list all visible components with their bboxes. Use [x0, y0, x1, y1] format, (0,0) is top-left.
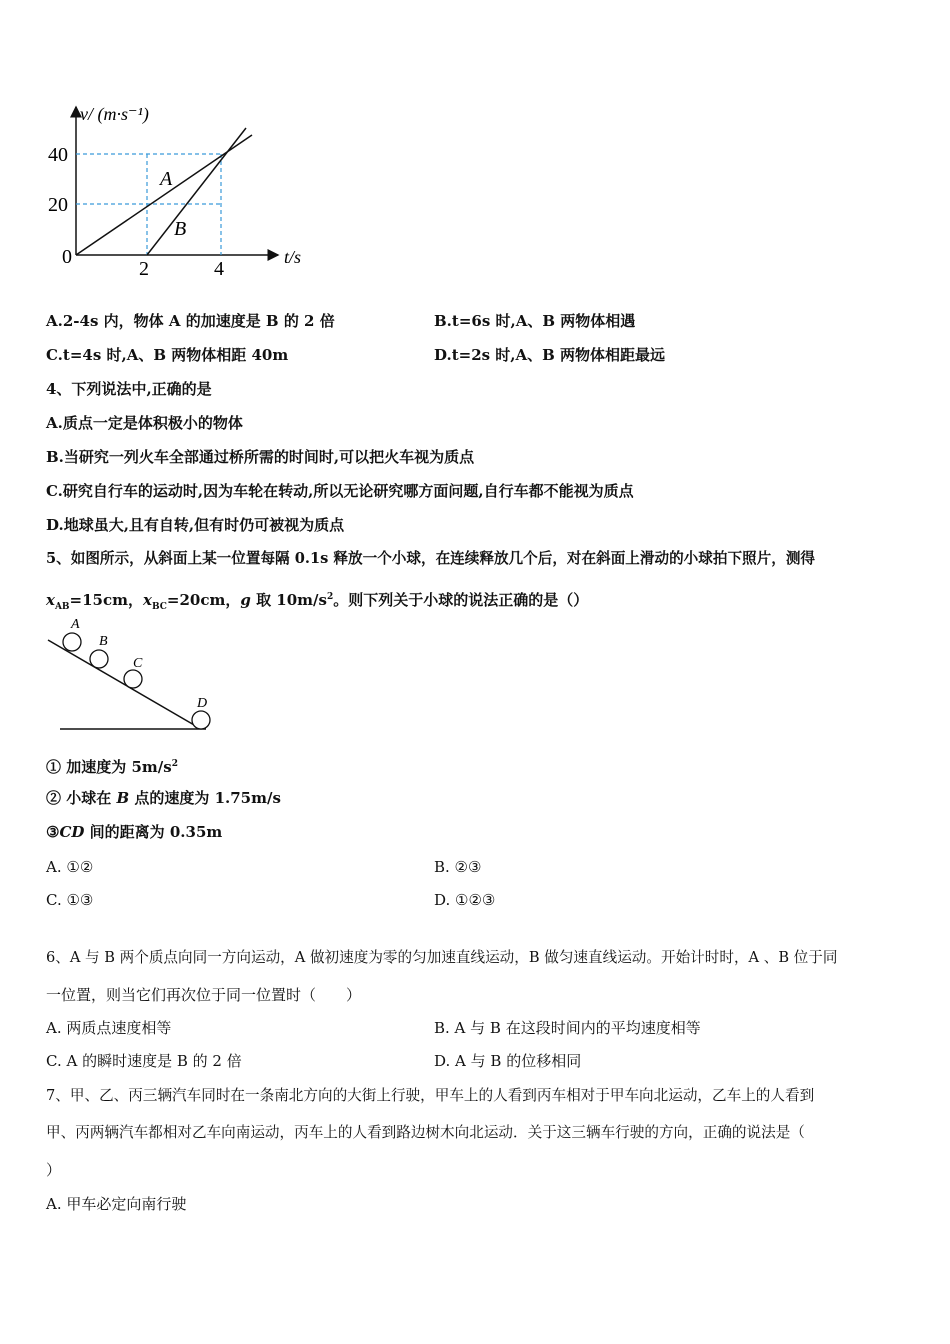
incline-surface [48, 640, 201, 729]
q5-statement-1 [46, 754, 178, 777]
q5-s2-b: B [116, 789, 130, 807]
q7-stem-line2: 甲、丙两辆汽车都相对乙车向南运动，丙车上的人看到路边树木向北运动．关于这三辆车行驶的方向，正确的说法是（ [46, 1124, 805, 1141]
x-tick-4: 4 [214, 258, 224, 280]
q4-option-d[interactable]: D.地球虽大,且有自转,但有时仍可被视为质点 [46, 516, 345, 534]
x-axis-label: t/s [284, 247, 302, 267]
q6-stem-line2: 一位置，则当它们再次位于同一位置时（ ） [46, 986, 362, 1004]
q5-option-d[interactable]: D. ①②③ [434, 891, 496, 909]
q5-eq2: =20cm， [166, 591, 241, 609]
q5-option-a[interactable]: A. ①② [46, 858, 94, 876]
q5-x-symbol: x [46, 591, 55, 609]
q3-option-a[interactable]: A.2-4s 内，物体 A 的加速度是 B 的 2 倍 [46, 312, 335, 330]
q5-sub-ab: AB [54, 602, 70, 612]
q5-x-symbol-2: x [143, 591, 152, 609]
y-tick-40: 40 [48, 144, 68, 166]
velocity-time-graph [40, 95, 320, 280]
q6-option-b[interactable]: B. A 与 B 在这段时间内的平均速度相等 [434, 1019, 701, 1037]
q6-option-c[interactable]: C. A 的瞬时速度是 B 的 2 倍 [46, 1052, 242, 1070]
q5-g-symbol: g [240, 591, 251, 609]
q5-s3-cd: CD [59, 823, 85, 841]
q5-eq4: 。则下列关于小球的说法正确的是（） [333, 591, 589, 609]
q6-option-a[interactable]: A. 两质点速度相等 [46, 1019, 172, 1037]
q5-square: 2 [326, 592, 334, 602]
q5-s2-pre: ② 小球在 [46, 789, 117, 807]
q5-s1-text: ① 加速度为 5m/s [46, 758, 172, 776]
q5-option-b[interactable]: B. ②③ [434, 858, 482, 876]
q5-statement-2 [46, 788, 281, 808]
line-a-label: A [160, 168, 173, 190]
q5-option-c[interactable]: C. ①③ [46, 891, 94, 909]
ball-b-label: B [99, 634, 108, 649]
q4-option-b[interactable]: B.当研究一列火车全部通过桥所需的时间时,可以把火车视为质点 [46, 448, 475, 466]
x-tick-2: 2 [139, 258, 149, 280]
q5-s2-post: 点的速度为 1.75m/s [129, 789, 281, 807]
q4-stem: 4、下列说法中,正确的是 [46, 380, 212, 398]
ball-c-label: C [133, 656, 143, 671]
q5-s3-pre: ③ [46, 823, 60, 841]
ball-d [192, 711, 210, 729]
ball-a-label: A [71, 617, 80, 632]
ball-a [63, 633, 81, 651]
q5-s3-post: 间的距离为 0.35m [84, 823, 223, 841]
q3-option-c[interactable]: C.t=4s 时,A、B 两物体相距 40m [46, 346, 289, 364]
incline-diagram [44, 612, 224, 737]
q4-option-c[interactable]: C.研究自行车的运动时,因为车轮在转动,所以无论研究哪方面问题,自行车都不能视为质点 [46, 482, 634, 500]
ball-d-label: D [197, 696, 208, 711]
q7-option-a[interactable]: A. 甲车必定向南行驶 [46, 1195, 187, 1213]
origin-label: 0 [62, 246, 72, 268]
line-b-label: B [174, 218, 187, 240]
q7-stem-line1: 7、甲、乙、丙三辆汽车同时在一条南北方向的大街上行驶，甲车上的人看到丙车相对于甲车向北运动，乙车上的人看到 [46, 1087, 815, 1104]
q5-s1-sup: 2 [171, 759, 178, 769]
ball-b [90, 650, 108, 668]
q5-eq3: 取 10m/s [250, 591, 327, 609]
q5-eq1: =15cm， [69, 591, 143, 609]
q5-sub-bc: BC [151, 602, 167, 612]
q7-stem-line3: ） [46, 1161, 62, 1179]
q4-option-a[interactable]: A.质点一定是体积极小的物体 [46, 414, 243, 432]
ball-c [124, 670, 142, 688]
q5-stem-line1: 5、如图所示，从斜面上某一位置每隔 0.1s 释放一个小球，在连续释放几个后，对在斜面上滑动的小球拍下照片，测得 [46, 550, 816, 567]
line-b [147, 128, 246, 255]
y-axis-label: v/ (m·s⁻¹) [80, 104, 149, 124]
q5-statement-3 [46, 822, 222, 842]
q3-option-d[interactable]: D.t=2s 时,A、B 两物体相距最远 [434, 346, 666, 364]
y-tick-20: 20 [48, 194, 68, 216]
q6-stem-line1: 6、A 与 B 两个质点向同一方向运动，A 做初速度为零的匀加速直线运动，B 做匀速直线运动。开始计时时，A 、B 位于同 [46, 949, 838, 966]
q6-option-d[interactable]: D. A 与 B 的位移相同 [434, 1052, 582, 1070]
q3-option-b[interactable]: B.t=6s 时,A、B 两物体相遇 [434, 312, 636, 330]
